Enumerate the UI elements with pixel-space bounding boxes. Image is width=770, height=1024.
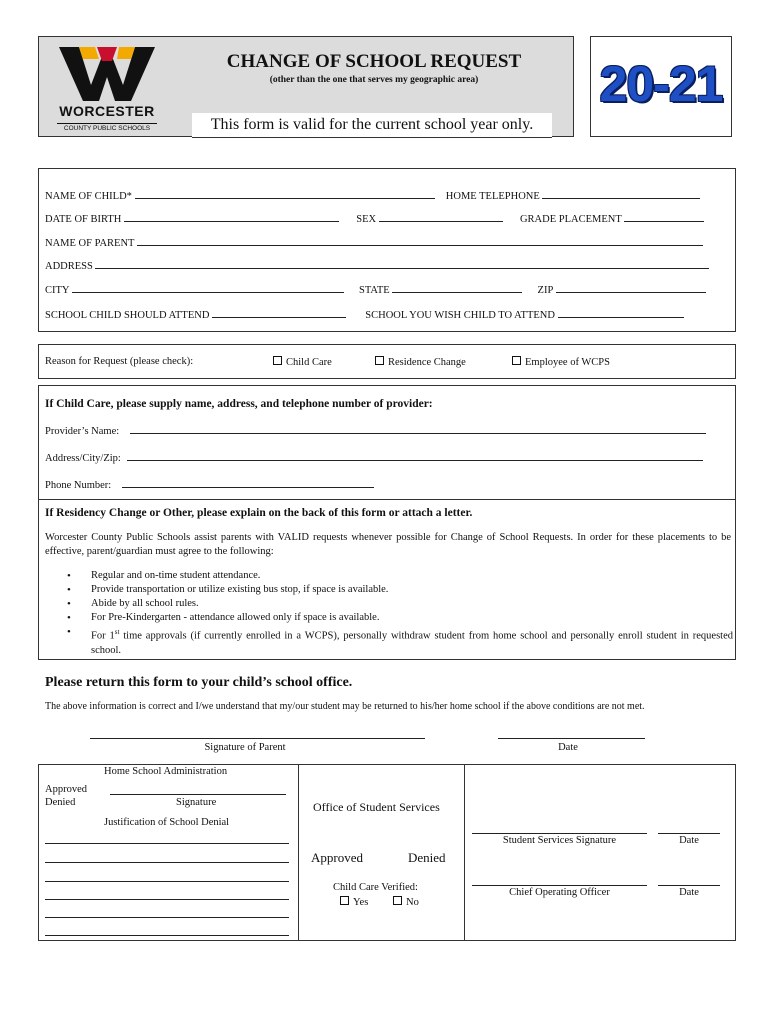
validity-notice: This form is valid for the current school year only. (192, 113, 552, 138)
verified-yes-label: Yes (353, 897, 369, 908)
approved2-label: Approved (311, 850, 363, 865)
employee-checkbox[interactable] (512, 356, 521, 365)
date-of-birth-field[interactable] (124, 211, 339, 222)
residency-heading: If Residency Change or Other, please explain on the back of this form or attach a letter. (45, 507, 473, 519)
form-title: CHANGE OF SCHOOL REQUEST (226, 51, 522, 72)
zip-label: ZIP (537, 285, 553, 296)
sex-label: SEX (356, 214, 377, 225)
reason-residence-change[interactable] (375, 356, 466, 368)
parent-signature-label: Signature of Parent (204, 742, 286, 753)
admin-col-divider-2 (464, 764, 465, 941)
verified-no-label: No (406, 897, 419, 908)
verified-no-checkbox[interactable] (393, 896, 402, 905)
state-field[interactable] (392, 282, 522, 293)
address-label: ADDRESS (45, 261, 93, 272)
zip-field[interactable] (556, 282, 706, 293)
student-services-sig-line[interactable] (472, 833, 647, 834)
provider-phone-label: Phone Number: (45, 480, 112, 491)
condition-item: • Regular and on-time student attendance. (45, 569, 733, 583)
home-school-admin-label: Home School Administration (104, 766, 228, 777)
child-care-label: Child Care (286, 357, 332, 368)
coo-date-line[interactable] (658, 885, 720, 886)
parent-signature-line[interactable] (90, 738, 425, 739)
sex-field[interactable] (379, 211, 503, 222)
provider-name-field[interactable] (130, 423, 706, 434)
condition-text-a: For 1 (91, 630, 115, 642)
logo-subtitle: COUNTY PUBLIC SCHOOLS (57, 123, 157, 132)
student-services-sig-label: Student Services Signature (502, 835, 617, 846)
approved-label: Approved (45, 784, 87, 795)
justification-line[interactable] (45, 862, 289, 863)
reason-label: Reason for Request (please check): (45, 356, 194, 367)
school-wish-attend-label: SCHOOL YOU WISH CHILD TO ATTEND (365, 310, 555, 321)
reason-employee[interactable] (512, 356, 610, 368)
student-services-date-line[interactable] (658, 833, 720, 834)
reason-child-care[interactable] (273, 356, 332, 368)
student-services-date-label: Date (679, 835, 699, 846)
date-of-birth-label: DATE OF BIRTH (45, 214, 122, 225)
coo-date-label: Date (679, 887, 699, 898)
child-care-verified-label: Child Care Verified: (333, 882, 418, 893)
address-field[interactable] (95, 258, 709, 269)
condition-item: • Abide by all school rules. (45, 597, 733, 611)
home-telephone-label: HOME TELEPHONE (445, 191, 540, 202)
provider-address-field[interactable] (127, 450, 703, 461)
verified-yes-checkbox[interactable] (340, 896, 349, 905)
state-label: STATE (358, 285, 390, 296)
logo-name: WORCESTER (59, 103, 155, 119)
justification-line[interactable] (45, 881, 289, 882)
parent-date-label: Date (558, 742, 578, 753)
home-school-signature-label: Signature (176, 797, 217, 808)
year-badge-box (590, 36, 732, 137)
grade-placement-field[interactable] (624, 211, 704, 222)
condition-sup: st (114, 628, 120, 636)
condition-item: • For Pre-Kindergarten - attendance allowed only if space is available. (45, 611, 733, 625)
justification-label: Justification of School Denial (104, 817, 230, 828)
year-badge: 20-21 (599, 56, 723, 112)
provider-address-label: Address/City/Zip: (45, 453, 121, 464)
form-subtitle: (other than the one that serves my geographic area) (269, 75, 479, 85)
residency-paragraph: Worcester County Public Schools assist parents with VALID requests whenever possible for Change of School Requests. In order for these placements to be effective, parent/guardian must agree to the following: (45, 532, 731, 557)
coo-sig-label: Chief Operating Officer (509, 887, 610, 898)
child-care-checkbox[interactable] (273, 356, 282, 365)
name-of-parent-field[interactable] (137, 235, 703, 246)
admin-col-divider-1 (298, 764, 299, 941)
home-school-signature-line[interactable] (110, 794, 286, 795)
admin-table (38, 764, 736, 941)
school-should-attend-label: SCHOOL CHILD SHOULD ATTEND (45, 310, 210, 321)
return-statement: The above information is correct and I/we understand that my/our student may be returned to his/her home school if the above conditions are not met. (45, 701, 645, 712)
name-of-child-label: NAME OF CHILD* (45, 191, 132, 202)
condition-item: • Provide transportation or utilize existing bus stop, if space is available. (45, 583, 733, 597)
residence-change-label: Residence Change (388, 357, 466, 368)
denied-label: Denied (45, 797, 76, 808)
justification-line[interactable] (45, 935, 289, 936)
condition-text-b: time approvals (if currently enrolled in a WCPS), personally withdraw student from home school and personally enroll student in requested school. (91, 630, 733, 656)
home-telephone-field[interactable] (542, 188, 700, 199)
name-of-child-field[interactable] (135, 188, 435, 199)
section-divider (38, 499, 736, 500)
condition-item (45, 625, 733, 658)
school-should-attend-field[interactable] (212, 307, 346, 318)
grade-placement-label: GRADE PLACEMENT (519, 214, 622, 225)
school-wish-attend-field[interactable] (558, 307, 684, 318)
city-label: CITY (45, 285, 70, 296)
name-of-parent-label: NAME OF PARENT (45, 238, 135, 249)
justification-line[interactable] (45, 917, 289, 918)
provider-name-label: Provider’s Name: (45, 426, 120, 437)
office-student-services-label: Office of Student Services (313, 800, 440, 814)
worcester-w-icon (57, 45, 157, 103)
justification-line[interactable] (45, 843, 289, 844)
verified-no[interactable] (393, 896, 419, 908)
denied2-label: Denied (408, 850, 446, 865)
employee-label: Employee of WCPS (525, 357, 610, 368)
district-logo (57, 45, 157, 135)
return-heading: Please return this form to your child’s school office. (45, 675, 353, 690)
provider-phone-field[interactable] (122, 477, 374, 488)
childcare-heading: If Child Care, please supply name, address, and telephone number of provider: (45, 398, 433, 410)
city-field[interactable] (72, 282, 344, 293)
verified-yes[interactable] (340, 896, 368, 908)
conditions-list (45, 569, 733, 658)
parent-date-line[interactable] (498, 738, 645, 739)
residence-change-checkbox[interactable] (375, 356, 384, 365)
justification-line[interactable] (45, 899, 289, 900)
coo-sig-line[interactable] (472, 885, 647, 886)
